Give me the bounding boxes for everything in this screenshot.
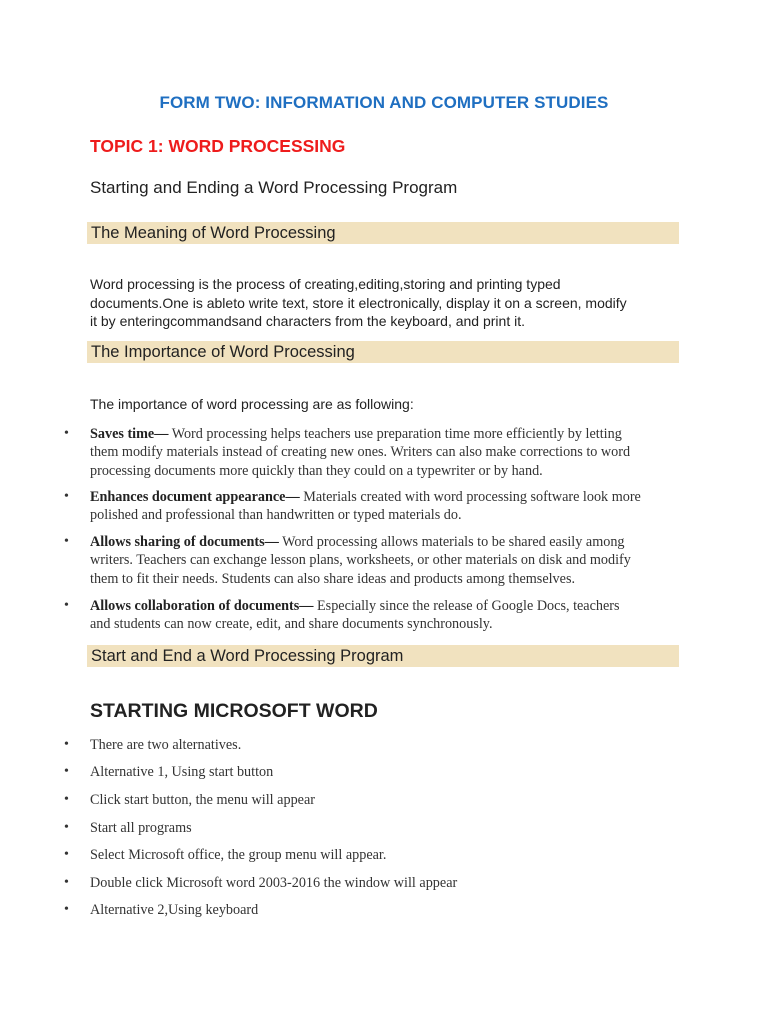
item-text: Materials created with word processing software look more [299, 489, 641, 505]
bullet-icon: • [64, 426, 69, 441]
item-text: Click start button, the menu will appear [90, 792, 315, 808]
bullet-icon: • [64, 820, 69, 835]
bullet-icon: • [64, 737, 69, 752]
item-text: Double click Microsoft word 2003-2016 the window will appear [90, 875, 458, 891]
item-text: Word processing allows materials to be shared easily among [278, 534, 625, 550]
meaning-paragraph [90, 275, 680, 331]
item-text: Select Microsoft office, the group menu will appear. [90, 847, 387, 863]
item-title: Allows collaboration of documents— [90, 598, 314, 614]
item-text: Alternative 2,Using keyboard [90, 902, 259, 918]
item-text: Especially since the release of Google Docs, teachers [313, 598, 620, 614]
item-text: There are two alternatives. [90, 737, 242, 753]
list-item [0, 901, 768, 921]
section-heading-importance: The Importance of Word Processing [87, 341, 679, 363]
list-item [0, 791, 768, 811]
section-heading-start-end: Start and End a Word Processing Program [87, 645, 679, 667]
meaning-line: documents.One is ableto write text, store it electronically, display it on a screen, modify [90, 294, 627, 311]
item-text: Alternative 1, Using start button [90, 764, 274, 780]
bullet-icon: • [64, 489, 69, 504]
section-heading-meaning: The Meaning of Word Processing [87, 222, 679, 244]
item-text: writers. Teachers can exchange lesson plans, worksheets, or other materials on disk and modify [90, 552, 631, 569]
item-title: Saves time— [90, 426, 169, 442]
bullet-icon: • [64, 847, 69, 862]
bullet-icon: • [64, 764, 69, 779]
item-title: Allows sharing of documents— [90, 534, 279, 550]
bullet-icon: • [64, 792, 69, 807]
item-text: and students can now create, edit, and share documents synchronously. [90, 616, 493, 633]
list-item [0, 874, 768, 894]
item-title: Enhances document appearance— [90, 489, 300, 505]
bullet-icon: • [64, 875, 69, 890]
meaning-line: Word processing is the process of creating,editing,storing and printing typed [90, 276, 561, 292]
item-text: them to fit their needs. Students can also share ideas and products among themselves. [90, 570, 576, 587]
list-item [0, 763, 768, 783]
bullet-icon: • [64, 534, 69, 549]
item-text: Start all programs [90, 820, 192, 836]
list-item [0, 846, 768, 866]
item-text: polished and professional than handwritten or typed materials do. [90, 507, 462, 524]
item-text: Word processing helps teachers use preparation time more efficiently by letting [168, 426, 622, 442]
item-text: them modify materials instead of creating new ones. Writers can also make corrections to word [90, 444, 631, 461]
topic-title: TOPIC 1: WORD PROCESSING [90, 136, 346, 156]
meaning-line: it by enteringcommandsand characters from the keyboard, and print it. [90, 313, 525, 329]
bullet-icon: • [64, 902, 69, 917]
subtitle: Starting and Ending a Word Processing Program [90, 178, 458, 197]
bullet-icon: • [64, 598, 69, 613]
starting-word-heading: STARTING MICROSOFT WORD [90, 700, 378, 722]
list-item [0, 819, 768, 839]
item-text: processing documents more quickly than they could on a typewriter or by hand. [90, 462, 543, 479]
list-item [0, 736, 768, 756]
importance-intro: The importance of word processing are as following: [90, 396, 414, 412]
form-title: FORM TWO: INFORMATION AND COMPUTER STUDIES [159, 93, 609, 112]
